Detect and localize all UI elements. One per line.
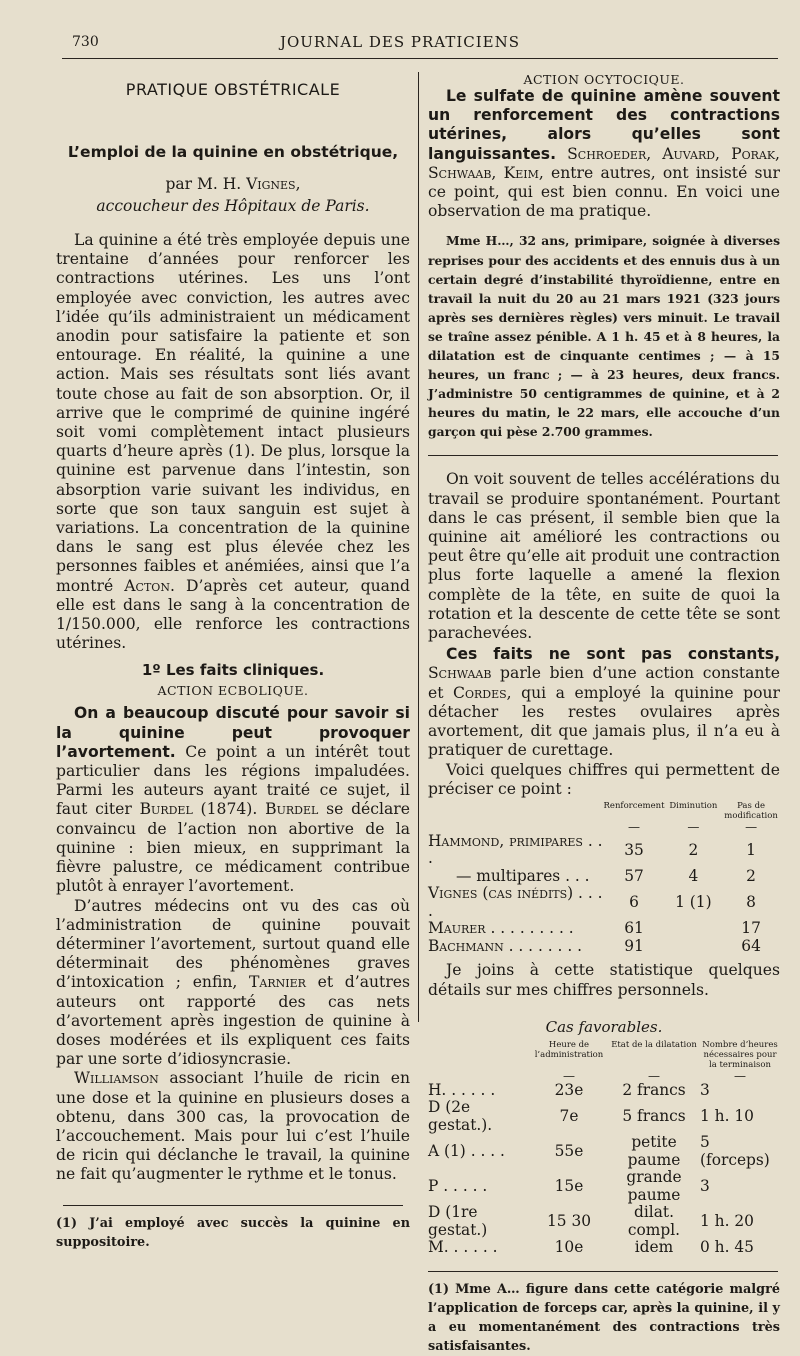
right-column bbox=[428, 72, 780, 1356]
cited-author: Williamson bbox=[74, 1069, 159, 1088]
cell-value bbox=[665, 920, 723, 938]
cell-value: 91 bbox=[624, 936, 644, 955]
cell-value: 2 bbox=[746, 866, 756, 885]
row-label: Hammond, primipares . . . bbox=[428, 831, 603, 868]
acceleration-paragraph: On voit souvent de telles accélérations du travail se produire spontanément. Pourtant dans le cas présent, il semble bien que la quinine ait amélioré les contractions ou peut être qu’elle ait produit une contraction plus forte laquelle a amené la flexion complète de la tête, en suite de quoi la rotation et la descente de cette tête se sont parachevées. bbox=[428, 470, 780, 643]
cited-author: Schwaab bbox=[428, 664, 492, 683]
table-row bbox=[428, 885, 780, 920]
cell-value bbox=[665, 938, 723, 956]
cited-author: Burdel bbox=[265, 800, 319, 819]
paragraph-text: se déclare convaincu de l’action non abortive de la quinine : bien mieux, en supprimant la fièvre palustre, ce médicament contribue plutôt à enrayer l’avortement. bbox=[56, 800, 410, 896]
cell-value: 5 francs bbox=[622, 1107, 686, 1126]
paragraph-text: parle bien d’une action constante et bbox=[428, 664, 780, 702]
dash-spacer bbox=[428, 1070, 530, 1082]
footnote: (1) Mme A… figure dans cette catégorie malgré l’application de forceps car, après la quinine, il y a eu momentanément des contractions très satisfaisantes. bbox=[428, 1281, 780, 1354]
author-affiliation: accoucheur des Hôpitaux de Paris. bbox=[96, 197, 370, 215]
cited-author: Cordes, bbox=[453, 683, 512, 702]
intro-paragraph bbox=[56, 231, 410, 653]
paragraph-text: (1874). bbox=[192, 800, 266, 819]
cell-value: 4 bbox=[688, 866, 699, 885]
page-header bbox=[0, 0, 800, 62]
oxytocic-paragraph bbox=[428, 87, 780, 221]
cell-value: idem bbox=[634, 1238, 674, 1257]
column-dash: — bbox=[745, 819, 758, 834]
intro-text-end: . D’après cet auteur, quand elle est dans le sang à la concentration de 1/150.000, elle renforce les contractions utérines. bbox=[56, 576, 411, 653]
cited-author: Burdel bbox=[139, 800, 193, 819]
paragraph-text: entre autres, ont insisté sur ce point, qui est bien connu. En voici une observation de ma pratique. bbox=[428, 163, 780, 221]
observation-rule bbox=[428, 455, 778, 456]
cell-value: 1 (1) bbox=[675, 893, 712, 912]
table-row bbox=[428, 938, 780, 956]
table-row bbox=[428, 833, 780, 868]
cell-value: 0 h. 45 bbox=[700, 1238, 754, 1257]
cited-author: Tarnier bbox=[249, 973, 306, 992]
case-observation: Mme H…, 32 ans, primipare, soignée à diverses reprises pour des accidents et des ennuis dus à un certain degré d’instabilité thyroïdienne, entre en travail la nuit du 20 au 21 mars 1921 (323 jours après ses dernières règles) vers minuit. Le travail se traîne assez pénible. A 1 h. 45 et à 8 heures, la dilatation est de cinquante centimes ; — à 15 heures, un franc ; — à 23 heures, deux francs. J’administre 50 centigrammes de quinine, et à 2 heures du matin, le 22 mars, elle accouche d’un garçon qui pèse 2.700 grammes. bbox=[428, 233, 780, 440]
footnote-rule bbox=[63, 1205, 403, 1206]
column-header-no-change: Pas de modification bbox=[724, 800, 778, 821]
williamson-paragraph bbox=[56, 1069, 410, 1184]
cell-value: grande paume bbox=[626, 1168, 682, 1204]
cell-value: 15e bbox=[554, 1177, 584, 1196]
column-dash: — bbox=[687, 819, 700, 834]
statistics-table bbox=[428, 801, 780, 956]
cell-value: 8 bbox=[746, 893, 756, 912]
table-row bbox=[428, 1099, 780, 1134]
cited-author: Acton bbox=[124, 576, 170, 595]
cell-value: 5 (forceps) bbox=[700, 1133, 770, 1169]
row-label: Vignes (cas inédits) . . . . bbox=[428, 884, 603, 920]
column-divider bbox=[418, 72, 419, 1022]
row-label: D (1re gestat.) bbox=[428, 1203, 488, 1239]
header-rule bbox=[62, 58, 778, 59]
column-header-hours: Nombre d’heures nécessaires pour la terminaison bbox=[702, 1039, 778, 1070]
footnote-rule bbox=[428, 1271, 778, 1272]
figures-intro: Voici quelques chiffres qui permettent de préciser ce point : bbox=[428, 760, 780, 798]
ecbolic-paragraph bbox=[56, 704, 410, 896]
cell-value: 2 bbox=[688, 840, 699, 859]
column-header-time: Heure de l’administration bbox=[534, 1039, 604, 1060]
cell-value: 7e bbox=[559, 1107, 579, 1126]
row-label: Bachmann . . . . . . . . bbox=[428, 936, 582, 955]
table-row bbox=[428, 1239, 780, 1257]
action-heading: ACTION OCYTOCIQUE. bbox=[523, 72, 685, 87]
section-heading: PRATIQUE OBSTÉTRICALE bbox=[125, 80, 341, 99]
table-row bbox=[428, 920, 780, 938]
table-row bbox=[428, 868, 780, 886]
row-label: A (1) . . . . bbox=[428, 1142, 505, 1161]
paragraph-text: Ce point a un intérêt tout particulier dans les régions impaludées. Parmi les auteurs ayant traité ce sujet, il faut citer bbox=[56, 742, 410, 819]
cell-value: 2 francs bbox=[622, 1080, 686, 1099]
footnote: (1) J’ai employé avec succès la quinine en suppositoire. bbox=[56, 1215, 410, 1250]
cell-value: 1 h. 10 bbox=[700, 1107, 754, 1126]
table-header-spacer bbox=[428, 801, 604, 821]
table-caption: Cas favorables. bbox=[545, 1017, 663, 1036]
page-number: 730 bbox=[72, 34, 99, 50]
article-title: L’emploi de la quinine en obstétrique, bbox=[67, 143, 399, 161]
paragraph-text: qui a employé la quinine pour détacher les restes ovulaires après avortement, dit que jamais plus, il n’a eu à pratiquer de curettage. bbox=[428, 683, 780, 760]
cell-value: 15 30 bbox=[546, 1212, 592, 1231]
cell-value: 35 bbox=[624, 840, 644, 859]
table-header-spacer bbox=[428, 1040, 530, 1070]
cell-value: dilat. compl. bbox=[627, 1203, 681, 1239]
cell-value: 6 bbox=[629, 893, 639, 912]
paragraph-text: associant l’huile de ricin en une dose et la quinine en plusieurs doses a obtenu, dans 300 cas, la provocation de l’accouchement. Mais pour lui c’est l’huile de ricin qui déclanche le travail, la quinine ne fait qu’augmenter le rythme et le tonus. bbox=[56, 1069, 410, 1184]
cell-value: 1 h. 20 bbox=[700, 1212, 754, 1231]
paragraph-text: et d’autres auteurs ont rapporté des cas nets d’avortement après ingestion de quinine à doses modérées et ils expliquent ces faits par une sorte d’idiosyncrasie. bbox=[56, 973, 410, 1069]
personal-figures-paragraph: Je joins à cette statistique quelques détails sur mes chiffres personnels. bbox=[428, 961, 780, 999]
byline bbox=[56, 175, 410, 193]
cell-value: 64 bbox=[741, 936, 761, 955]
cell-value: 23e bbox=[554, 1080, 584, 1099]
column-dash: — bbox=[734, 1068, 746, 1083]
cell-value: 10e bbox=[554, 1238, 584, 1257]
cited-authors: Schroeder, Auvard, Porak, Schwaab, Keim, bbox=[428, 144, 780, 182]
table-row bbox=[428, 1204, 780, 1239]
cell-value: 57 bbox=[624, 866, 644, 885]
lead-statement: Le sulfate de quinine amène souvent un renforcement des contractions utérines, alors qu’elles sont languissantes. bbox=[428, 87, 780, 163]
author-name: Vignes, bbox=[246, 175, 301, 193]
row-label: — multipares . . . bbox=[456, 866, 590, 885]
inconstant-paragraph bbox=[428, 645, 780, 760]
lead-statement: On a beaucoup discuté pour savoir si la quinine peut provoquer l’avortement. bbox=[56, 704, 410, 761]
other-doctors-paragraph bbox=[56, 897, 410, 1070]
table-row bbox=[428, 1169, 780, 1204]
row-label: Maurer . . . . . . . . . bbox=[428, 919, 574, 938]
table-row bbox=[428, 1134, 780, 1169]
row-label: D (2e gestat.). bbox=[428, 1098, 493, 1134]
column-header-dilatation: Etat de la dilatation bbox=[611, 1039, 697, 1050]
lead-statement: Ces faits ne sont pas constants, bbox=[446, 645, 780, 664]
journal-title: JOURNAL DES PRATICIENS bbox=[279, 33, 521, 51]
cell-value: petite paume bbox=[627, 1133, 681, 1169]
row-label: P . . . . . bbox=[428, 1177, 488, 1196]
cell-value: 3 bbox=[700, 1177, 710, 1196]
cell-value: 55e bbox=[554, 1142, 584, 1161]
subsection-subheading: ACTION ECBOLIQUE. bbox=[157, 683, 309, 699]
favorable-cases-table bbox=[428, 1040, 780, 1257]
column-dash: — bbox=[628, 819, 641, 834]
column-header-decrease: Diminution bbox=[669, 800, 718, 811]
cell-value: 1 bbox=[746, 840, 756, 859]
byline-prefix: par M. H. bbox=[165, 175, 247, 193]
column-dash: — bbox=[648, 1068, 660, 1083]
cell-value: 61 bbox=[624, 919, 644, 938]
left-column bbox=[56, 72, 410, 1252]
row-label: H. . . . . . bbox=[428, 1080, 496, 1099]
subsection-heading: 1º Les faits cliniques. bbox=[141, 661, 325, 680]
cell-value: 3 bbox=[700, 1080, 710, 1099]
column-header-reinforcement: Renforcement bbox=[603, 800, 665, 811]
paragraph-text: D’autres médecins ont vu des cas où l’administration de quinine pouvait déterminer l’avortement, surtout quand elle déterminait des phénomènes graves d’intoxication ; enfin, bbox=[56, 896, 410, 992]
row-label: M. . . . . . bbox=[428, 1238, 498, 1257]
table-row bbox=[428, 1082, 780, 1100]
cell-value: 17 bbox=[741, 919, 761, 938]
intro-text: La quinine a été très employée depuis une trentaine d’années pour renforcer les contractions utérines. Les uns l’ont employée avec conviction, les autres avec l’idée qu’ils administraient un médicament anodin pour satisfaire la patiente et son entourage. En réalité, la quinine a une action. Mais ses résultats sont liés avant toute chose au fait de son absorption. Or, il arrive que le comprimé de quinine ingéré soit vomi complètement intact plusieurs quarts d’heure après (1). De plus, lorsque la quinine est parvenue dans l’intestin, son absorption varie suivant les individus, en sorte que son taux sanguin est sujet à variations. La concentration de la quinine dans le sang est plus élevée chez les personnes faibles et anémiées, ainsi que l’a montré bbox=[56, 231, 410, 595]
column-dash: — bbox=[563, 1068, 575, 1083]
